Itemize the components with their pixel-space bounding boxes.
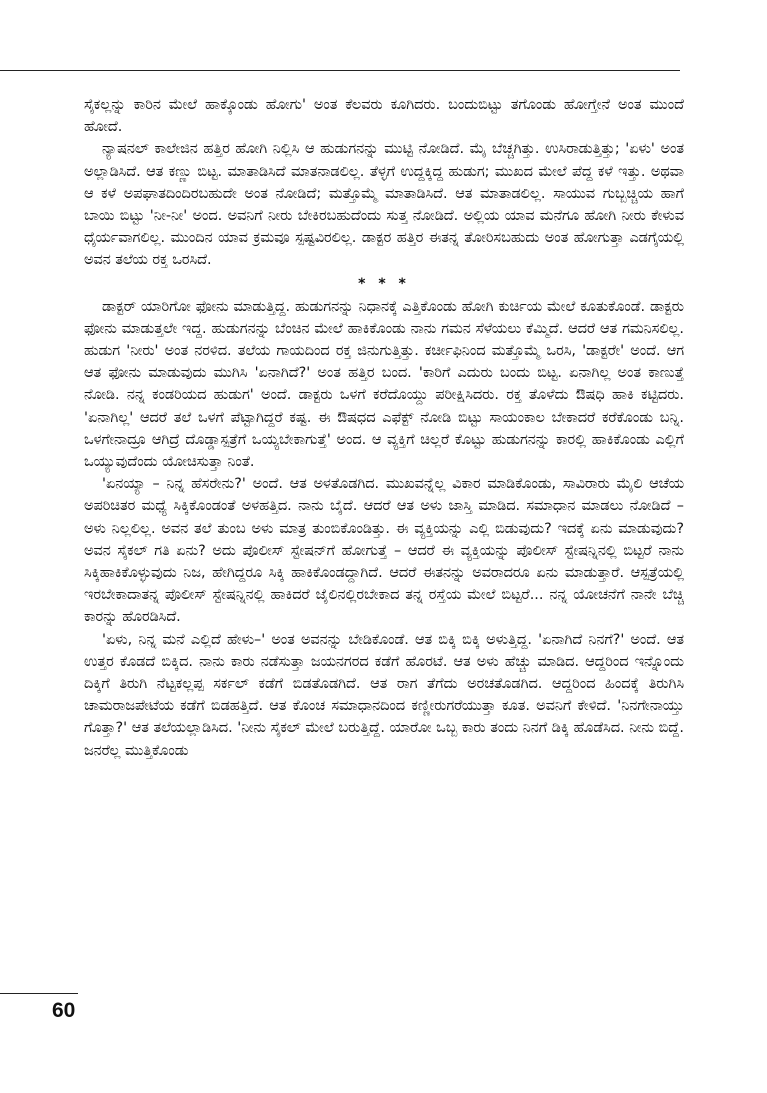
paragraph: ಸೈಕಲ್ಲನ್ನು ಕಾರಿನ ಮೇಲೆ ಹಾಕ್ಕೊಂಡು ಹೋಗು' ಅಂತ ಕೆಲವರು ಕೂಗಿದರು. ಬಂದುಬಿಟ್ಟು ತಗೊಂಡು ಹೋಗ್ತೇನೆ ಅಂತ ಮುಂದೆ ಹೋದೆ.	[84, 97, 684, 136]
paragraph: 'ಏನಯ್ಯಾ – ನಿನ್ನ ಹೆಸರೇನು?' ಅಂದೆ. ಆತ ಅಳತೊಡಗಿದ. ಮುಖವನ್ನೆಲ್ಲ ವಿಕಾರ ಮಾಡಿಕೊಂಡು, ಸಾವಿರಾರು ಮೈಲಿ ಆಚೆಯ ಅಪರಿಚಿತರ ಮಧ್ಯೆ ಸಿಕ್ಕಿಕೊಂಡಂತೆ ಅಳಹತ್ತಿದ. ನಾನು ಬೈದೆ. ಆದರೆ ಆತ ಅಳು ಜಾಸ್ತಿ ಮಾಡಿದ. ಸಮಾಧಾನ ಮಾಡಲು ನೋಡಿದೆ – ಅಳು ನಿಲ್ಲಲಿಲ್ಲ. ಅವನ ತಲೆ ತುಂಬ ಅಳು ಮಾತ್ರ ತುಂಬಿಕೊಂಡಿತ್ತು. ಈ ವ್ಯಕ್ತಿಯನ್ನು ಎಲ್ಲಿ ಬಿಡುವುದು? ಇದಕ್ಕೆ ಏನು ಮಾಡುವುದು? ಅವನ ಸೈಕಲ್ ಗತಿ ಏನು? ಅದು ಪೊಲೀಸ್ ಸ್ಟೇಷನ್‌ಗೆ ಹೋಗುತ್ತೆ – ಆದರೆ ಈ ವ್ಯಕ್ತಿಯನ್ನು ಪೊಲೀಸ್ ಸ್ಟೇಷನ್ನಿನಲ್ಲಿ ಬಿಟ್ಟರೆ ನಾನು ಸಿಕ್ಕಿಹಾಕಿಕೊಳ್ಳುವುದು ನಿಜ, ಹೇಗಿದ್ದರೂ ಸಿಕ್ಕಿ ಹಾಕಿಕೊಂಡದ್ದಾಗಿದೆ. ಆದರೆ ಈತನನ್ನು ಅವರಾದರೂ ಏನು ಮಾಡುತ್ತಾರೆ. ಆಸ್ಪತ್ರೆಯಲ್ಲಿ ಇರಬೇಕಾದಾತನ್ನ ಪೊಲೀಸ್ ಸ್ಟೇಷನ್ನಿನಲ್ಲಿ ಹಾಕಿದರೆ ಜೈಲಿನಲ್ಲಿರಬೇಕಾದ ತನ್ನ ರಸ್ತೆಯ ಮೇಲೆ ಬಿಟ್ಟರೆ... ನನ್ನ ಯೋಚನೆಗೆ ನಾನೇ ಬೆಚ್ಚಿ ಕಾರನ್ನು ಹೊರಡಿಸಿದೆ.	[84, 476, 684, 626]
paragraph: ನ್ಯಾಷನಲ್ ಕಾಲೇಜಿನ ಹತ್ತಿರ ಹೋಗಿ ನಿಲ್ಲಿಸಿ ಆ ಹುಡುಗನನ್ನು ಮುಟ್ಟಿ ನೋಡಿದೆ. ಮೈ ಬೆಚ್ಚಗಿತ್ತು. ಉಸಿರಾಡುತ್ತಿತ್ತು; 'ಏಳು' ಅಂತ ಅಲ್ಲಾಡಿಸಿದೆ. ಆತ ಕಣ್ಣು ಬಿಟ್ಟ. ಮಾತಾಡಿಸಿದೆ ಮಾತನಾಡಲಿಲ್ಲ. ತೆಳ್ಳಗೆ ಉದ್ದಕ್ಕಿದ್ದ ಹುಡುಗ; ಮುಖದ ಮೇಲೆ ಪೆದ್ದ ಕಳೆ ಇತ್ತು. ಅಥವಾ ಆ ಕಳೆ ಅಪಘಾತದಿಂದಿರಬಹುದೇ ಅಂತ ನೋಡಿದೆ; ಮತ್ತೊಮ್ಮೆ ಮಾತಾಡಿಸಿದೆ. ಆತ ಮಾತಾಡಲಿಲ್ಲ. ಸಾಯುವ ಗುಬ್ಬಚ್ಚಿಯ ಹಾಗೆ ಬಾಯಿ ಬಿಟ್ಟು 'ನೀ-ನೀ' ಅಂದ. ಅವನಿಗೆ ನೀರು ಬೇಕಿರಬಹುದೆಂದು ಸುತ್ತ ನೋಡಿದೆ. ಅಲ್ಲಿಯ ಯಾವ ಮನೆಗೂ ಹೋಗಿ ನೀರು ಕೇಳುವ ಧೈರ್ಯವಾಗಲಿಲ್ಲ. ಮುಂದಿನ ಯಾವ ಕ್ರಮವೂ ಸ್ಪಷ್ಟವಿರಲಿಲ್ಲ. ಡಾಕ್ಟರ ಹತ್ತಿರ ಈತನ್ನ ತೋರಿಸಬಹುದು ಅಂತ ಹೋಗುತ್ತಾ ಎಡಗೈಯಲ್ಲಿ ಅವನ ತಲೆಯ ರಕ್ತ ಒರಸಿದೆ.	[84, 141, 684, 269]
section-separator: * * *	[358, 275, 410, 292]
footer-rule	[0, 993, 78, 994]
page-number: 60	[52, 999, 76, 1022]
paragraph: ಡಾಕ್ಟರ್ ಯಾರಿಗೋ ಫೋನು ಮಾಡುತ್ತಿದ್ದ. ಹುಡುಗನನ್ನು ನಿಧಾನಕ್ಕೆ ಎತ್ತಿಕೊಂಡು ಹೋಗಿ ಕುರ್ಚಿಯ ಮೇಲೆ ಕೂತುಕೊಂಡೆ. ಡಾಕ್ಟರು ಫೋನು ಮಾಡುತ್ತಲೇ ಇದ್ದ. ಹುಡುಗನನ್ನು ಬೆಂಚಿನ ಮೇಲೆ ಹಾಕಿಕೊಂಡು ನಾನು ಗಮನ ಸೆಳೆಯಲು ಕೆಮ್ಮಿದೆ. ಆದರೆ ಆತ ಗಮನಿಸಲಿಲ್ಲ. ಹುಡುಗ 'ನೀರು' ಅಂತ ನರಳಿದ. ತಲೆಯ ಗಾಯದಿಂದ ರಕ್ತ ಜಿನುಗುತ್ತಿತ್ತು. ಕರ್ಚೀಫಿನಿಂದ ಮತ್ತೊಮ್ಮೆ ಒರಸಿ, 'ಡಾಕ್ಟರೇ' ಅಂದೆ. ಆಗ ಆತ ಫೋನು ಮಾಡುವುದು ಮುಗಿಸಿ 'ಏನಾಗಿದೆ?' ಅಂತ ಹತ್ತಿರ ಬಂದ. 'ಕಾರಿಗೆ ಎದುರು ಬಂದು ಬಿಟ್ಟ. ಏನಾಗಿಲ್ಲ ಅಂತ ಕಾಣುತ್ತೆ ನೋಡಿ. ನನ್ನ ಕಂಡರಿಯದ ಹುಡುಗ' ಅಂದೆ. ಡಾಕ್ಟರು ಒಳಗೆ ಕರೆದೊಯ್ದು ಪರೀಕ್ಷಿಸಿದರು. ರಕ್ತ ತೊಳೆದು ಔಷಧಿ ಹಾಕಿ ಕಟ್ಟಿದರು. 'ಏನಾಗಿಲ್ಲ' ಆದರೆ ತಲೆ ಒಳಗೆ ಪೆಟ್ಟಾಗಿದ್ದರೆ ಕಷ್ಟ. ಈ ಔಷಧದ ಎಫೆಕ್ಟ್ ನೋಡಿ ಬಿಟ್ಟು ಸಾಯಂಕಾಲ ಬೇಕಾದರೆ ಕರೆಕೊಂಡು ಬನ್ನಿ. ಒಳಗೇನಾದ್ರೂ ಆಗಿದ್ರೆ ದೊಡ್ಡಾಸ್ಪತ್ರೆಗೆ ಒಯ್ಯಬೇಕಾಗುತ್ತೆ' ಅಂದ. ಆ ವ್ಯಕ್ತಿಗೆ ಚಿಲ್ಲರೆ ಕೊಟ್ಟು ಹುಡುಗನನ್ನು ಕಾರಲ್ಲಿ ಹಾಕಿಕೊಂಡು ಎಲ್ಲಿಗೆ ಒಯ್ಯುವುದೆಂದು ಯೋಚಿಸುತ್ತಾ ನಿಂತೆ.	[84, 298, 684, 471]
top-rule	[0, 70, 680, 71]
page-text	[84, 94, 684, 762]
paragraph: 'ಏಳು, ನಿನ್ನ ಮನೆ ಎಲ್ಲಿದೆ ಹೇಳು–' ಅಂತ ಅವನನ್ನು ಬೇಡಿಕೊಂಡೆ. ಆತ ಬಿಕ್ಕಿ ಬಿಕ್ಕಿ ಅಳುತ್ತಿದ್ದ. 'ಏನಾಗಿದೆ ನಿನಗೆ?' ಅಂದೆ. ಆತ ಉತ್ತರ ಕೊಡದೆ ಬಿಕ್ಕಿದ. ನಾನು ಕಾರು ನಡೆಸುತ್ತಾ ಜಯನಗರದ ಕಡೆಗೆ ಹೊರಟೆ. ಆತ ಅಳು ಹೆಚ್ಚು ಮಾಡಿದ. ಆದ್ದರಿಂದ ಇನ್ನೊಂದು ದಿಕ್ಕಿಗೆ ತಿರುಗಿ ನೆಟ್ಟಕಲ್ಲಪ್ಪ ಸರ್ಕಲ್ ಕಡೆಗೆ ಬಿಡತೊಡಗಿದೆ. ಆತ ರಾಗ ತೆಗೆದು ಅರಚತೊಡಗಿದ. ಆದ್ದರಿಂದ ಹಿಂದಕ್ಕೆ ತಿರುಗಿಸಿ ಚಾಮರಾಜಪೇಟೆಯ ಕಡೆಗೆ ಬಿಡಹತ್ತಿದೆ. ಆತ ಕೊಂಚ ಸಮಾಧಾನದಿಂದ ಕಣ್ಣೀರುಗರೆಯುತ್ತಾ ಕೂತ. ಅವನಿಗೆ ಕೇಳಿದೆ. 'ನಿನಗೇನಾಯ್ತು ಗೊತ್ತಾ?' ಆತ ತಲೆಯಲ್ಲಾಡಿಸಿದ. 'ನೀನು ಸೈಕಲ್ ಮೇಲೆ ಬರುತ್ತಿದ್ದೆ. ಯಾರೋ ಒಬ್ಬ ಕಾರು ತಂದು ನಿನಗೆ ಡಿಕ್ಕಿ ಹೊಡೆಸಿದ. ನೀನು ಬಿದ್ದೆ. ಜನರೆಲ್ಲ ಮುತ್ತಿಕೊಂಡು	[84, 631, 684, 759]
